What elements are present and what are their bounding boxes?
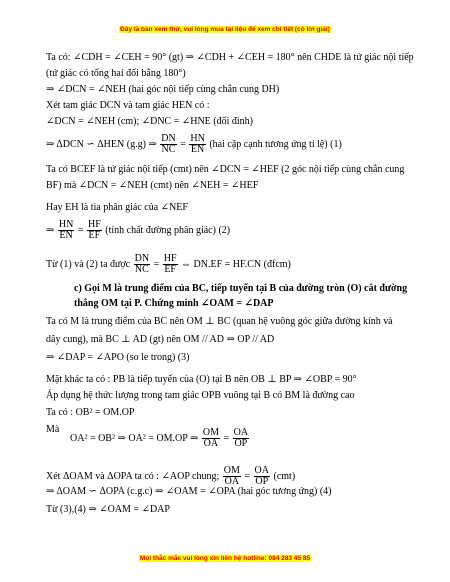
line-6 [46, 134, 342, 155]
fraction-hn-en [189, 134, 205, 155]
numerator: HN [190, 133, 205, 144]
numerator: OA [254, 465, 269, 476]
line-12: Ta có M là trung điểm của BC nên OM ⊥ BC (quan hệ vuông góc giữa đường kính và [46, 316, 393, 327]
fraction-om-oa [202, 428, 220, 449]
line-16: Áp dụng hệ thức lượng trong tam giác OPB vuông tại B có BM là đường cao [46, 390, 355, 401]
text: ⇒ [46, 224, 55, 236]
header-banner: Đây là bản xem thử, vui lòng mua tài liệu để xem chi tiết (có lời giải) [120, 26, 330, 33]
numerator: DN [134, 253, 150, 264]
denominator: EF [164, 264, 176, 275]
fraction-oa-op [254, 466, 270, 487]
denominator: OA [224, 476, 240, 487]
fraction-om-oa [223, 466, 241, 487]
numerator: HN [58, 219, 74, 230]
line-17: Ta có : OB² = OM.OP [46, 407, 135, 418]
line-21: Từ (3),(4) ⇒ ∠OAM = ∠DAP [46, 504, 170, 515]
denominator: NC [161, 144, 176, 155]
line-3: ⇒ ∠DCN = ∠NEH (hai góc nội tiếp cùng chắn cung DH) [46, 84, 280, 95]
equals: = [180, 138, 186, 150]
line-7: Ta có BCEF là tứ giác nội tiếp (cmt) nên ∠DCN = ∠HEF (2 góc nội tiếp cùng chắn cung [46, 164, 405, 175]
denominator: EN [59, 230, 73, 241]
numerator: OM [223, 465, 240, 476]
equals: = [77, 224, 84, 236]
text: ⇔ DN.EF = HF.CN (đfcm) [181, 258, 291, 270]
text: Xét ΔOAM và ΔOPA ta có : ∠AOP chung; [46, 470, 220, 482]
line-10 [46, 220, 230, 241]
numerator: OA [233, 427, 249, 438]
equals: = [244, 470, 251, 482]
equals: = [223, 432, 230, 444]
numerator: DN [161, 133, 176, 144]
text: Từ (1) và (2) ta được [46, 258, 131, 270]
fraction-hf-ef [87, 220, 102, 241]
fraction-hn-en [58, 220, 74, 241]
line-9: Hay EH là tia phân giác của ∠NEF [46, 202, 188, 213]
text: (cmt) [273, 470, 296, 482]
fraction-dn-nc [134, 254, 150, 275]
part-c-heading-line-2: thẳng OM tại P. Chứng minh ∠OAM = ∠DAP [74, 298, 274, 309]
line-19 [46, 466, 295, 487]
denominator: OA [203, 438, 219, 449]
denominator: NC [134, 264, 149, 275]
line-8: BF) mà ∠DCN = ∠NEH (cmt) nên ∠NEH = ∠HEF [46, 180, 259, 191]
denominator: OP [234, 438, 248, 449]
footer-banner: Mọi thắc mắc vui lòng xin liên hệ hotline: 084 283 45 85 [139, 555, 311, 562]
text: (hai cặp cạnh tương ứng tỉ lệ) (1) [209, 138, 342, 150]
text: (tính chất đường phân giác) (2) [105, 224, 231, 236]
fraction-dn-nc [160, 134, 176, 155]
fraction-hf-ef [163, 254, 178, 275]
line-18-lead: Mà [46, 424, 60, 435]
line-5: ∠DCN = ∠NEH (cm); ∠DNC = ∠HNE (đối đỉnh) [46, 116, 253, 127]
numerator: HF [163, 253, 177, 264]
denominator: EN [190, 144, 205, 155]
text: OA² = OB² ⇒ OA² = OM.OP ⇒ [70, 432, 199, 444]
equals: = [153, 258, 160, 270]
numerator: OM [202, 427, 219, 438]
line-11 [46, 254, 291, 275]
part-c-heading-line-1: c) Gọi M là trung điểm của BC, tiếp tuyến tại B của đường tròn (O) cắt đường [74, 283, 408, 294]
line-2: (tứ giác có tổng hai đối bằng 180°) [46, 68, 186, 79]
line-13: dây cung), mà BC ⊥ AD (gt) nên OM // AD ⇒ OP // AD [46, 334, 275, 345]
line-14: ⇒ ∠DAP = ∠APO (so le trong) (3) [46, 352, 190, 363]
line-20: ⇒ ΔOAM ∽ ΔOPA (c.g.c) ⇒ ∠OAM = ∠OPA (hai góc tương ứng) (4) [46, 486, 332, 497]
line-15: Mặt khác ta có : PB là tiếp tuyến của (O) tại B nên OB ⊥ BP ⇒ ∠OBP = 90° [46, 374, 357, 385]
denominator: EF [88, 230, 101, 241]
line-1: Ta có: ∠CDH = ∠CEH = 90° (gt) ⇒ ∠CDH + ∠CEH = 180° nên CHDE là tứ giác nội tiếp [46, 52, 414, 63]
line-4: Xét tam giác DCN và tam giác HEN có : [46, 100, 210, 111]
fraction-oa-op [233, 428, 249, 449]
numerator: HF [87, 219, 101, 230]
denominator: OP [255, 476, 269, 487]
line-18 [70, 428, 250, 449]
text: ⇒ ΔDCN ∽ ΔHEN (g.g) ⇒ [46, 138, 157, 150]
